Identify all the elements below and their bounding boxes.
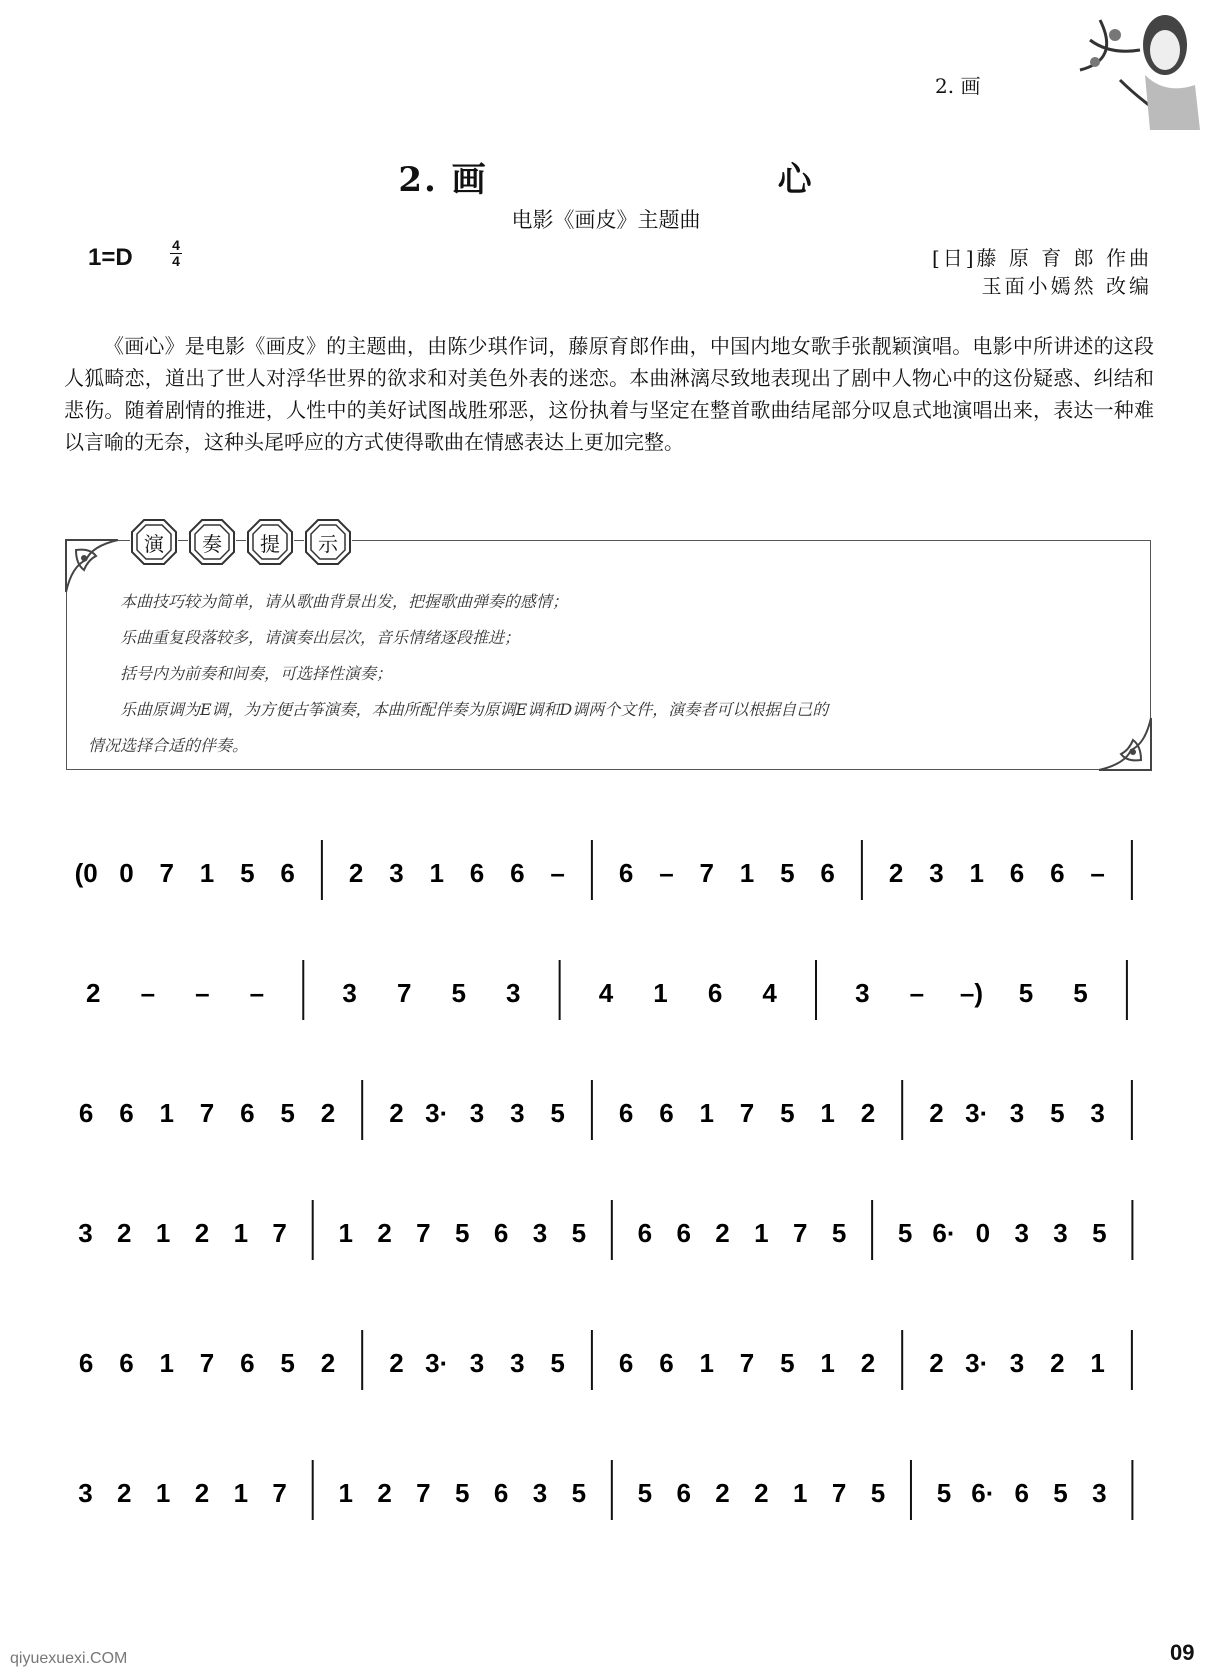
score-note: 2 (117, 1218, 132, 1248)
score-note: 2 (348, 858, 364, 888)
tips-title-char: 提 (246, 518, 294, 566)
score-note: 2 (194, 1218, 210, 1248)
score-note: – (195, 978, 210, 1008)
score-note: – (659, 858, 674, 888)
score-note: 0 (975, 1218, 991, 1248)
score-note: – (140, 978, 156, 1008)
score-note: 4 (598, 978, 614, 1008)
score-note: 6 (119, 1098, 134, 1128)
score-note: 3 (1009, 1098, 1025, 1128)
score-note: 5 (780, 858, 795, 888)
song-title-part2: 心 (777, 160, 814, 200)
score-note: 6 (659, 1348, 674, 1378)
score-note: 3 (510, 1348, 525, 1378)
score-note: 1 (159, 1348, 174, 1378)
score-note: 2 (389, 1348, 404, 1378)
score-note: (0 (74, 858, 98, 888)
running-header: 2. 画 (935, 74, 981, 98)
score-note: 2 (715, 1478, 730, 1508)
score-row (66, 1160, 1156, 1280)
score-note: 7 (272, 1478, 287, 1508)
score-note: 6 (1014, 1478, 1029, 1508)
score-note: – (249, 978, 265, 1008)
score-note: 5 (455, 1218, 470, 1248)
score-note: – (550, 858, 565, 888)
tips-list (88, 584, 1138, 764)
tip-line: 乐曲原调为E调，为方便古筝演奏，本曲所配伴奏为原调E调和D调两个文件，演奏者可以根据自己的 (120, 700, 829, 719)
score-note: 6· (971, 1478, 995, 1508)
score-note: 5 (455, 1478, 470, 1508)
score-note: 1 (155, 1218, 171, 1248)
score-note: 5 (550, 1348, 565, 1378)
score-note: 3 (1053, 1218, 1068, 1248)
score-note: 3 (469, 1098, 485, 1128)
score-note: 2 (194, 1478, 210, 1508)
score-note: 5 (870, 1478, 886, 1508)
score-note: – (909, 978, 925, 1008)
score-note: 7 (272, 1218, 287, 1248)
score-row (66, 1420, 1156, 1540)
score-note: 7 (416, 1218, 431, 1248)
score-note: 6 (78, 1348, 94, 1378)
score-note: 5 (280, 1098, 295, 1128)
tips-title-char: 示 (304, 518, 352, 566)
score-note: 6· (932, 1218, 956, 1248)
score-note: 6 (707, 978, 723, 1008)
score-note: 7 (416, 1478, 431, 1508)
score-note: 3 (469, 1348, 485, 1378)
score-note: 3 (929, 858, 944, 888)
tip-line: 括号内为前奏和间奏，可选择性演奏； (120, 664, 393, 683)
score-note: 3· (425, 1348, 449, 1378)
score-note: 5 (780, 1348, 795, 1378)
song-subtitle: 电影《画皮》主题曲 (511, 208, 701, 232)
score-note: 0 (119, 858, 134, 888)
score-note: 5 (451, 978, 466, 1008)
score-note: 3 (1009, 1348, 1025, 1378)
score-note: 6 (637, 1218, 653, 1248)
score-note: 7 (739, 1348, 755, 1378)
score-note: 3 (1090, 1098, 1105, 1128)
footer-watermark: qiyuexuexi.COM (10, 1650, 128, 1667)
score-note: 2 (888, 858, 904, 888)
score-note: 6 (676, 1218, 691, 1248)
intro-paragraph: 《画心》是电影《画皮》的主题曲，由陈少琪作词，藤原育郎作曲，中国内地女歌手张靓颖演唱。电影中所讲述的这段人狐畸恋，道出了世人对浮华世界的欲求和对美色外表的迷恋。本曲淋漓尽致地表现出了剧中人物心中的这份疑惑、纠结和悲伤。随着剧情的推进，人性中的美好试图战胜邪恶，这份执着与坚定在整首歌曲结尾部分叹息式地演唱出来，表达一种难以言喻的无奈，这种头尾呼应的方式使得歌曲在情感表达上更加完整。 (64, 334, 1154, 454)
song-title-part1: 2. 画 (398, 160, 488, 200)
score-note: 3 (1014, 1218, 1029, 1248)
tips-title-char: 奏 (188, 518, 236, 566)
key-signature: 1=D (88, 244, 133, 271)
score-note: 1 (699, 1098, 714, 1128)
song-title (0, 152, 1212, 201)
tip-line: 本曲技巧较为简单，请从歌曲背景出发，把握歌曲弹奏的感情； (120, 592, 569, 611)
score-note: 5 (936, 1478, 952, 1508)
score-note: 5 (1092, 1218, 1107, 1248)
score-note: 1 (233, 1478, 249, 1508)
score-note: 1 (233, 1218, 249, 1248)
score-note: 3· (425, 1098, 449, 1128)
score-note: 5 (1050, 1098, 1065, 1128)
score-note: 1 (754, 1218, 769, 1248)
score-note: 7 (699, 858, 714, 888)
score-note: 1 (338, 1478, 353, 1508)
score-row (66, 800, 1156, 920)
score-note: 1 (820, 1098, 835, 1128)
decorative-corner-illustration (1060, 0, 1212, 140)
meter-top: 4 (172, 237, 180, 253)
score-note: 6 (240, 1098, 255, 1128)
score-note: – (1090, 858, 1105, 888)
score-note: 2 (377, 1478, 392, 1508)
score-note: 5 (897, 1218, 913, 1248)
time-signature (170, 238, 182, 269)
score-note: 3 (78, 1218, 93, 1248)
score-note: 5 (637, 1478, 653, 1508)
score-note: 5 (550, 1098, 565, 1128)
score-note: 4 (762, 978, 777, 1008)
tip-line: 乐曲重复段落较多，请演奏出层次，音乐情绪逐段推进； (120, 628, 521, 647)
score-note: 5 (571, 1218, 587, 1248)
page-number: 09 (1170, 1640, 1195, 1665)
score-note: 6 (510, 858, 525, 888)
score-note: 2 (860, 1348, 876, 1378)
score-note: 3 (506, 978, 521, 1008)
score-note: 5 (240, 858, 255, 888)
score-note: 6 (78, 1098, 94, 1128)
credits (932, 244, 1152, 300)
score-note: 5 (1073, 978, 1088, 1008)
score-note: 1 (699, 1348, 714, 1378)
score-note: 2 (389, 1098, 404, 1128)
score-row (66, 1040, 1156, 1160)
score-note: 6 (1050, 858, 1065, 888)
score-note: 1 (793, 1478, 808, 1508)
score-note: 2 (1050, 1348, 1065, 1378)
arranger-credit: 玉面小嫣然 改编 (981, 274, 1152, 298)
score-note: 5 (571, 1478, 587, 1508)
score-note: 6 (618, 858, 634, 888)
score-note: 6 (493, 1478, 509, 1508)
score-note: 7 (831, 1478, 847, 1508)
score-note: 6 (659, 1098, 674, 1128)
score-note: 5 (780, 1098, 795, 1128)
score-note: 3 (342, 978, 357, 1008)
meter-bottom: 4 (172, 253, 180, 269)
score-note: 2 (377, 1218, 392, 1248)
score-note: 2 (715, 1218, 730, 1248)
score-note: 6 (469, 858, 485, 888)
score-note: 2 (860, 1098, 876, 1128)
score-note: 1 (159, 1098, 174, 1128)
score-note: 2 (754, 1478, 769, 1508)
score-note: 5 (1018, 978, 1034, 1008)
score-note: 2 (929, 1348, 944, 1378)
score-note: 3 (855, 978, 870, 1008)
score-note: –) (959, 978, 984, 1008)
tips-title (130, 518, 352, 566)
score-note: 6 (119, 1348, 134, 1378)
tip-line-continuation: 情况选择合适的伴奏。 (88, 736, 249, 755)
composer-credit: [日]藤 原 育 郎 作曲 (931, 246, 1152, 270)
score-note: 1 (199, 858, 215, 888)
score-note: 1 (429, 858, 444, 888)
score-note: 6 (618, 1098, 634, 1128)
score-note: 7 (159, 858, 174, 888)
score-note: 1 (969, 858, 984, 888)
score-note: 1 (739, 858, 755, 888)
score-note: 3· (965, 1348, 989, 1378)
score-note: 1 (155, 1478, 171, 1508)
score-note: 2 (320, 1348, 336, 1378)
score-row (66, 1290, 1156, 1410)
score-note: 2 (117, 1478, 132, 1508)
score-note: 2 (320, 1098, 336, 1128)
score-note: 1 (1090, 1348, 1105, 1378)
score-note: 2 (929, 1098, 944, 1128)
score-note: 3 (532, 1478, 548, 1508)
score-note: 6 (618, 1348, 634, 1378)
score-row (66, 920, 1156, 1040)
score-note: 6 (240, 1348, 255, 1378)
score-note: 1 (820, 1348, 835, 1378)
score-note: 5 (831, 1218, 847, 1248)
score-note: 7 (199, 1348, 215, 1378)
score-note: 6 (676, 1478, 691, 1508)
score-note: 3 (1092, 1478, 1107, 1508)
score-note: 6 (820, 858, 835, 888)
score-note: 1 (653, 978, 668, 1008)
score-note: 2 (86, 978, 101, 1008)
score-note: 3 (532, 1218, 548, 1248)
tips-title-char: 演 (130, 518, 178, 566)
score-note: 1 (338, 1218, 353, 1248)
score-note: 3 (78, 1478, 93, 1508)
score-note: 5 (280, 1348, 295, 1378)
score-note: 7 (793, 1218, 808, 1248)
score-note: 3· (965, 1098, 989, 1128)
score-note: 3 (389, 858, 404, 888)
score-note: 6 (1009, 858, 1025, 888)
score-note: 7 (739, 1098, 755, 1128)
score-note: 7 (396, 978, 412, 1008)
score-note: 6 (493, 1218, 509, 1248)
score-note: 7 (199, 1098, 215, 1128)
score-note: 5 (1053, 1478, 1068, 1508)
score-note: 3 (510, 1098, 525, 1128)
score-note: 6 (280, 858, 295, 888)
